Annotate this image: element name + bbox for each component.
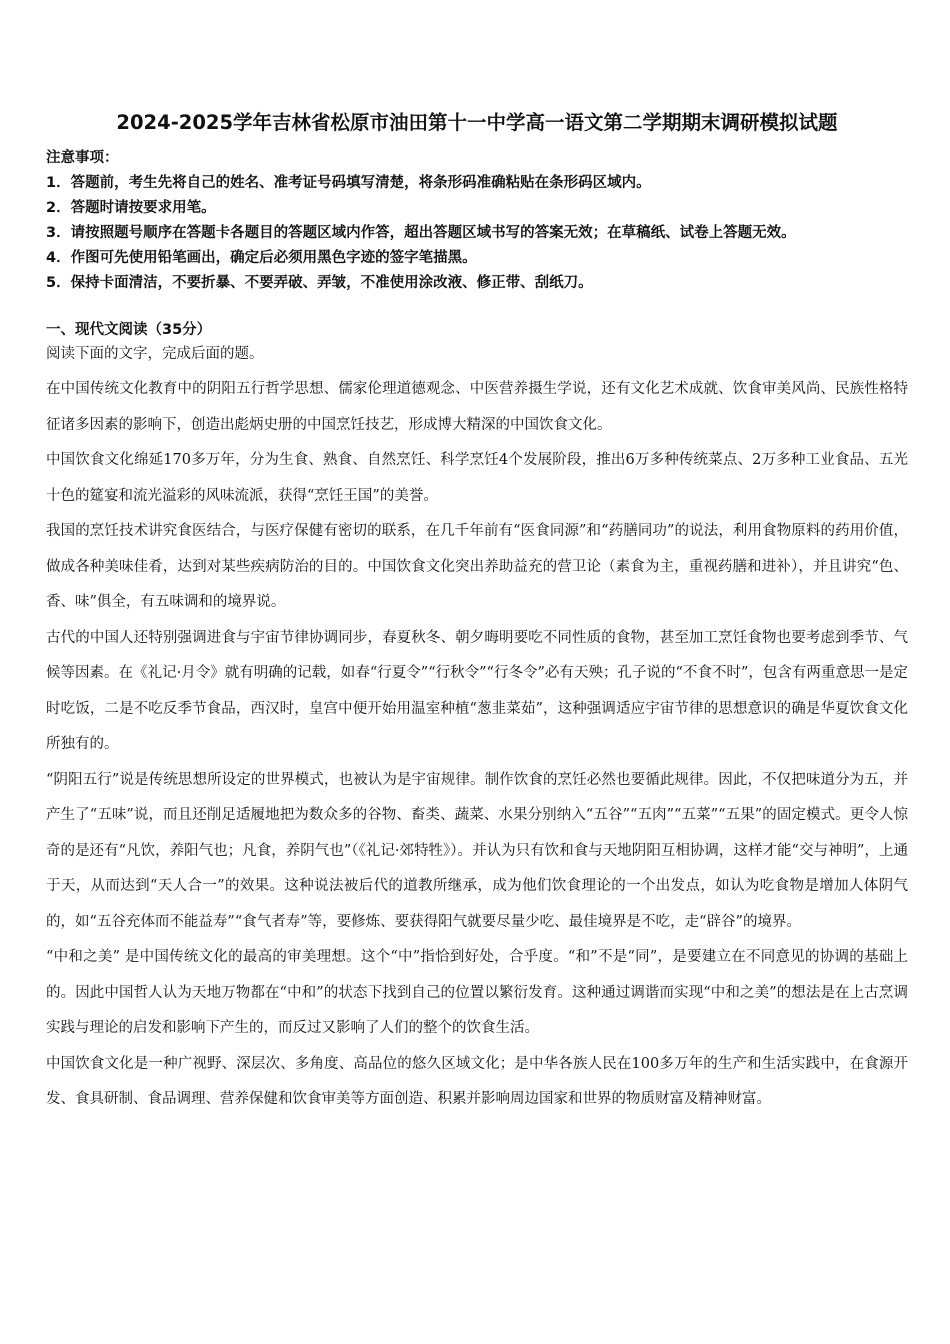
- notice-item-5: 5．保持卡面清洁，不要折暴、不要弄破、弄皱，不准使用涂改液、修正带、刮纸刀。: [46, 275, 593, 291]
- passage-paragraph-2: 中国饮食文化绵延170多万年，分为生食、熟食、自然烹饪、科学烹饪4个发展阶段，推出6万多种传统菜点、2万多种工业食品、五光十色的筵宴和流光溢彩的风味流派，获得“烹饪王国”的美誉。: [46, 452, 908, 504]
- section-heading: 一、现代文阅读（35分）: [46, 322, 212, 338]
- passage-paragraph-4: 古代的中国人还特别强调进食与宇宙节律协调同步，春夏秋冬、朝夕晦明要吃不同性质的食物，甚至加工烹饪食物也要考虑到季节、气候等因素。在《礼记·月令》就有明确的记载，如春“行夏令”“行秋令”“行冬令”必有天殃；孔子说的“不食不时”，包含有两重意思一是定时吃饭，二是不吃反季节食品，西汉时，皇宫中便开始用温室种植“葱韭菜茹”，这种强调适应宇宙节律的思想意识的确是华夏饮食文化所独有的。: [46, 629, 908, 752]
- notice-heading: 注意事项：: [46, 150, 119, 166]
- notice-item-2: 2．答题时请按要求用笔。: [46, 200, 216, 216]
- notice-item-3: 3．请按照题号顺序在答题卡各题目的答题区域内作答，超出答题区域书写的答案无效；在草稿纸、试卷上答题无效。: [46, 225, 796, 241]
- notice-block: [46, 146, 908, 296]
- document-page: [46, 108, 908, 1118]
- section-instruction: 阅读下面的文字，完成后面的题。: [46, 346, 264, 362]
- notice-item-1: 1．答题前，考生先将自己的姓名、准考证号码填写清楚，将条形码准确粘贴在条形码区域内。: [46, 175, 651, 191]
- notice-item-4: 4．作图可先使用铅笔画出，确定后必须用黑色字迹的签字笔描黑。: [46, 250, 477, 266]
- passage-paragraph-7: 中国饮食文化是一种广视野、深层次、多角度、高品位的悠久区域文化；是中华各族人民在100多万年的生产和生活实践中，在食源开发、食具研制、食品调理、营养保健和饮食审美等方面创造、积累并影响周边国家和世界的物质财富及精神财富。: [46, 1055, 908, 1107]
- passage-paragraph-3: 我国的烹饪技术讲究食医结合，与医疗保健有密切的联系，在几千年前有“医食同源”和“药膳同功”的说法，利用食物原料的药用价值，做成各种美味佳肴，达到对某些疾病防治的目的。中国饮食文化突出养助益充的营卫论（素食为主，重视药膳和进补），并且讲究“色、香、味”俱全，有五味调和的境界说。: [46, 523, 908, 610]
- page-title: 2024-2025学年吉林省松原市油田第十一中学高一语文第二学期期末调研模拟试题: [116, 111, 838, 134]
- passage-paragraph-1: 在中国传统文化教育中的阴阳五行哲学思想、儒家伦理道德观念、中医营养摄生学说，还有文化艺术成就、饮食审美风尚、民族性格特征诸多因素的影响下，创造出彪炳史册的中国烹饪技艺，形成博大精深的中国饮食文化。: [46, 381, 908, 433]
- passage-paragraph-5: “阴阳五行”说是传统思想所设定的世界模式，也被认为是宇宙规律。制作饮食的烹饪必然也要循此规律。因此，不仅把味道分为五，并产生了“五味”说，而且还削足适履地把为数众多的谷物、畜类、蔬菜、水果分别纳入“五谷”“五肉”“五菜”“五果”的固定模式。更令人惊奇的是还有“凡饮，养阳气也；凡食，养阴气也”（《礼记·郊特牲》）。并认为只有饮和食与天地阴阳互相协调，这样才能“交与神明”，上通于天，从而达到“天人合一”的效果。这种说法被后代的道教所继承，成为他们饮食理论的一个出发点，如认为吃食物是增加人体阴气的，如“五谷充体而不能益寿”“食气者寿”等，要修炼、要获得阳气就要尽量少吃、最佳境界是不吃，走“辟谷”的境界。: [46, 771, 908, 930]
- reading-section: [46, 318, 908, 1118]
- passage-paragraph-6: “中和之美” 是中国传统文化的最高的审美理想。这个“中”指恰到好处，合乎度。“和”不是“同”，是要建立在不同意见的协调的基础上的。因此中国哲人认为天地万物都在“中和”的状态下找到自己的位置以繁衍发育。这种通过调谐而实现“中和之美”的想法是在上古烹调实践与理论的启发和影响下产生的，而反过又影响了人们的整个的饮食生活。: [46, 949, 908, 1036]
